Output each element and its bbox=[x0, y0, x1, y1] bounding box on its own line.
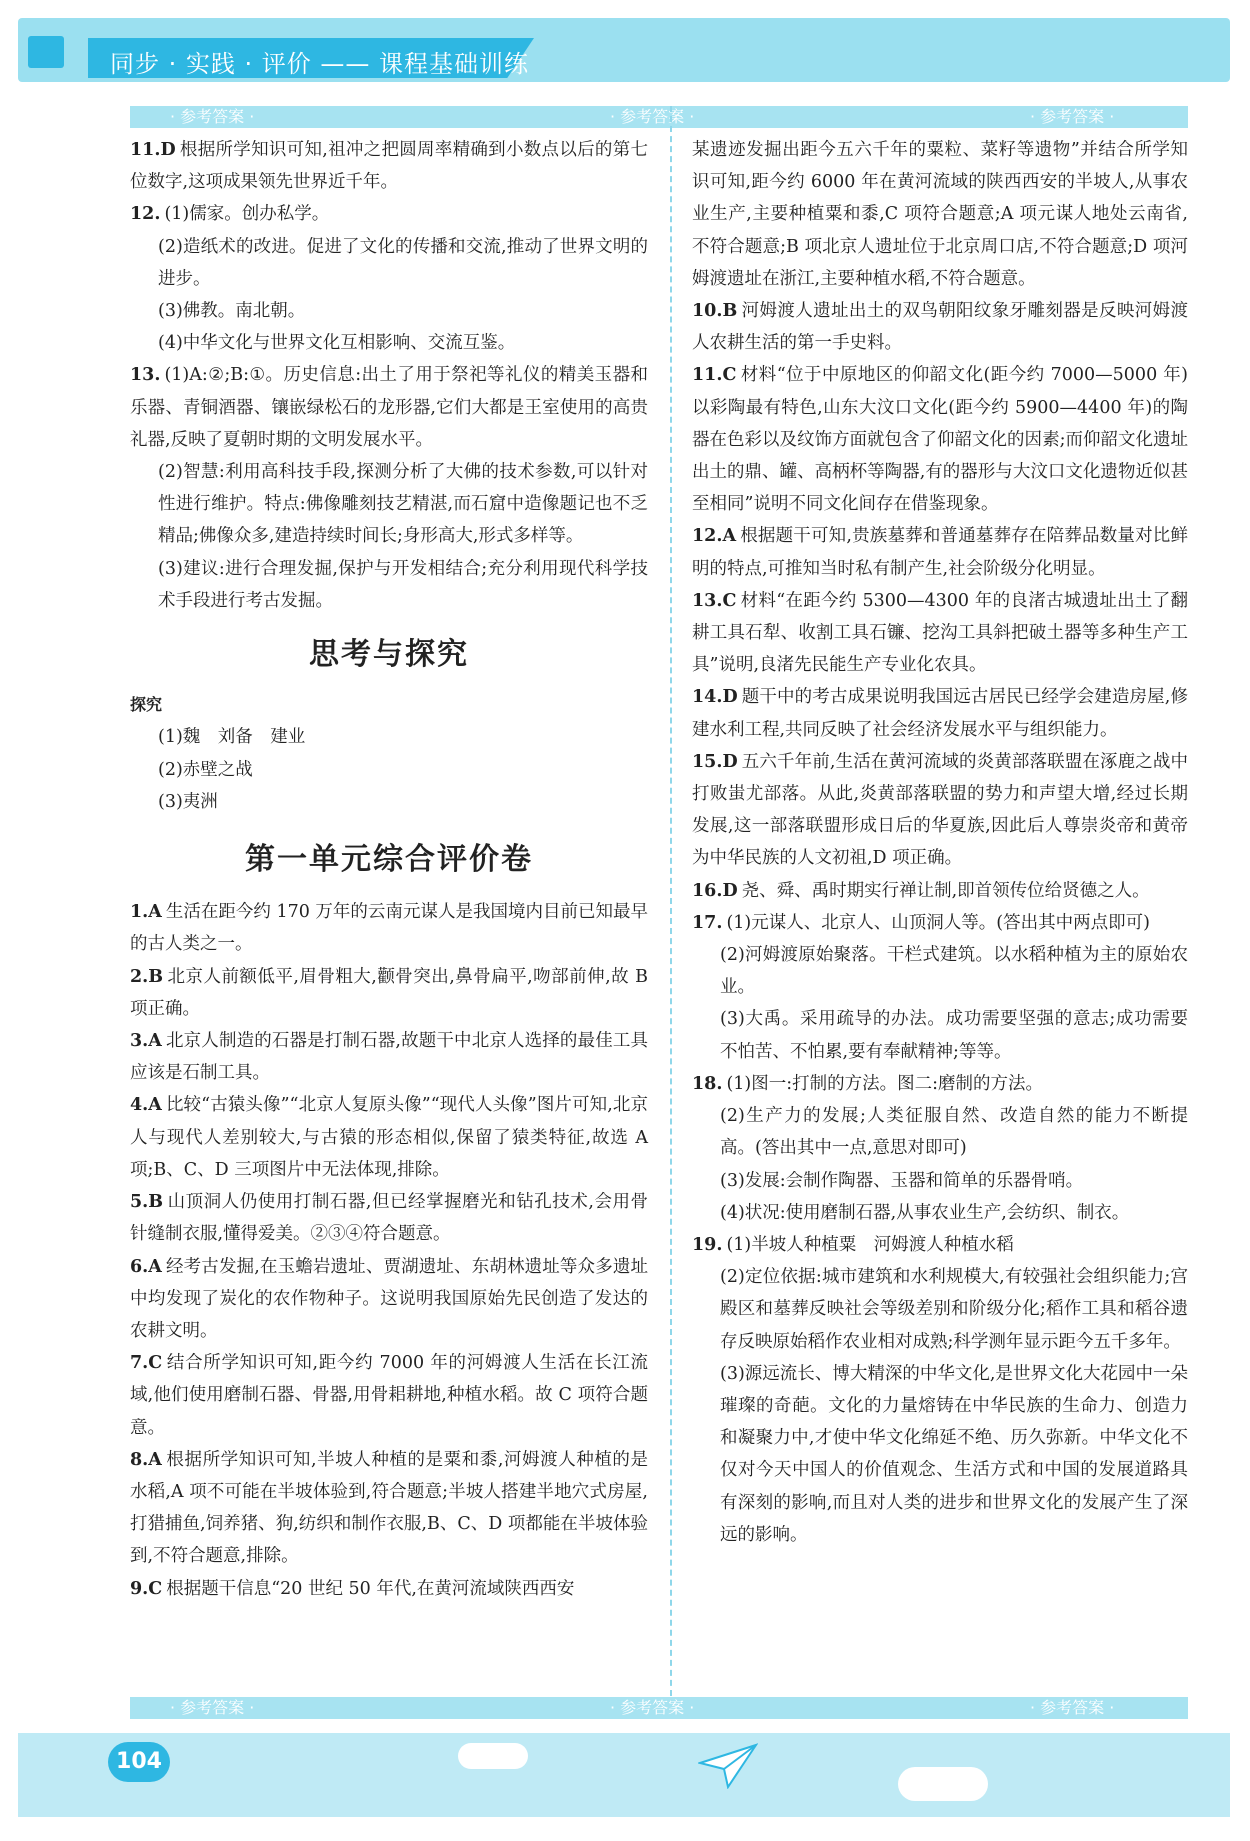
answer-text: (1)半坡人种植粟 河姆渡人种植水稻 bbox=[726, 1234, 1014, 1255]
answer-item bbox=[692, 1358, 1188, 1551]
answer-item bbox=[692, 520, 1188, 584]
answer-number: 9.C bbox=[130, 1578, 163, 1599]
answer-number: 18. bbox=[692, 1073, 723, 1094]
cloud-decoration bbox=[458, 1743, 528, 1769]
answer-item bbox=[130, 1089, 648, 1186]
answer-text: 根据所学知识可知,半坡人种植的是粟和黍,河姆渡人种植的是水稻,A 项不可能在半坡体验到,符合题意;半坡人搭建半地穴式房屋,打猎捕鱼,饲养猪、狗,纺织和制作衣服,B、C、D 项都能在半坡体验到,不符合题意,排除。 bbox=[130, 1449, 648, 1567]
answer-item bbox=[130, 134, 648, 198]
answer-text: 根据所学知识可知,祖冲之把圆周率精确到小数点以后的第七位数字,这项成果领先世界近千年。 bbox=[130, 140, 648, 193]
answer-item bbox=[692, 1197, 1188, 1229]
header-title: 同步 · 实践 · 评价 —— 课程基础训练 bbox=[110, 50, 530, 78]
explore-list bbox=[130, 721, 648, 818]
answer-item bbox=[130, 295, 648, 327]
answer-text: 根据题干信息“20 世纪 50 年代,在黄河流域陕西西安 bbox=[166, 1578, 575, 1599]
cloud-decoration bbox=[898, 1767, 988, 1801]
answer-text: (3)发展:会制作陶器、玉器和简单的乐器骨哨。 bbox=[720, 1170, 1084, 1191]
answer-text: 某遗迹发掘出距今五六千年的粟粒、菜籽等遗物”并结合所学知识可知,距今约 6000 年在黄河流域的陕西西安的半坡人,从事农业生产,主要种植粟和黍,C 项符合题意;A 项元谋人地处云南省,不符合题意;B 项北京人遗址位于北京周口店,不符合题意;D 项河姆渡遗址在浙江,主要种植水稻,不符合题意。 bbox=[692, 140, 1188, 289]
answer-number: 1.A bbox=[130, 902, 162, 923]
answer-number: 2.B bbox=[130, 966, 164, 987]
answer-text: 山顶洞人仍使用打制石器,但已经掌握磨光和钻孔技术,会用骨针缝制衣服,懂得爱美。②③④符合题意。 bbox=[130, 1192, 648, 1245]
answer-item bbox=[692, 1003, 1188, 1067]
answer-item bbox=[130, 456, 648, 553]
answer-text: (1)图一:打制的方法。图二:磨制的方法。 bbox=[726, 1073, 1044, 1094]
answer-item bbox=[130, 1025, 648, 1089]
answer-text: (4)中华文化与世界文化互相影响、交流互鉴。 bbox=[158, 333, 516, 354]
answer-item bbox=[692, 134, 1188, 295]
answer-text: 题干中的考古成果说明我国远古居民已经学会建造房屋,修建水利工程,共同反映了社会经济发展水平与组织能力。 bbox=[692, 687, 1188, 740]
answer-item bbox=[692, 875, 1188, 907]
answer-number: 3.A bbox=[130, 1031, 162, 1052]
answer-item bbox=[130, 961, 648, 1025]
answer-number: 15.D bbox=[692, 751, 738, 772]
answer-text: (2)智慧:利用高科技手段,探测分析了大佛的技术参数,可以针对性进行维护。特点:佛像雕刻技艺精湛,而石窟中造像题记也不乏精品;佛像众多,建造持续时间长;身形高大,形式多样等。 bbox=[158, 462, 648, 547]
answer-number: 7.C bbox=[130, 1353, 163, 1374]
answer-text: 河姆渡人遗址出土的双鸟朝阳纹象牙雕刻器是反映河姆渡人农耕生活的第一手史料。 bbox=[692, 301, 1188, 354]
answer-text: (2)定位依据:城市建筑和水利规模大,有较强社会组织能力;宫殿区和墓葬反映社会等级差别和阶级分化;稻作工具和稻谷遗存反映原始稻作农业相对成熟;科学测年显示距今五千多年。 bbox=[720, 1267, 1188, 1352]
answer-number: 13. bbox=[130, 365, 161, 386]
answer-text: 结合所学知识可知,距今约 7000 年的河姆渡人生活在长江流域,他们使用磨制石器、骨器,用骨耜耕地,种植水稻。故 C 项符合题意。 bbox=[130, 1353, 648, 1438]
answer-text: (1)元谋人、北京人、山顶洞人等。(答出其中两点即可) bbox=[726, 912, 1150, 933]
answer-item bbox=[130, 1347, 648, 1444]
answer-text: (4)状况:使用磨制石器,从事农业生产,会纺织、制衣。 bbox=[720, 1202, 1130, 1223]
answer-number: 11.D bbox=[130, 140, 176, 160]
answer-label: · 参考答案 · bbox=[610, 1698, 695, 1717]
answer-number: 11.C bbox=[692, 365, 737, 386]
paper-plane-icon bbox=[698, 1743, 758, 1789]
answer-item bbox=[130, 327, 648, 359]
answer-number: 19. bbox=[692, 1234, 723, 1255]
right-column bbox=[692, 134, 1188, 1551]
answer-text: 尧、舜、禹时期实行禅让制,即首领传位给贤德之人。 bbox=[741, 880, 1150, 901]
answer-text: (1)儒家。创办私学。 bbox=[164, 204, 330, 225]
answer-item bbox=[692, 1229, 1188, 1261]
explore-item: (1)魏 刘备 建业 bbox=[158, 727, 306, 748]
unit-test-answer-list bbox=[130, 896, 648, 1604]
answer-number: 17. bbox=[692, 912, 723, 933]
answer-item bbox=[130, 198, 648, 230]
answer-bar-bottom bbox=[130, 1697, 1188, 1719]
answer-label: · 参考答案 · bbox=[610, 107, 695, 126]
answer-text: (3)建议:进行合理发掘,保护与开发相结合;充分利用现代科学技术手段进行考古发掘。 bbox=[158, 558, 648, 611]
answer-text: (2)生产力的发展;人类征服自然、改造自然的能力不断提高。(答出其中一点,意思对即可) bbox=[720, 1106, 1188, 1159]
page-number: 104 bbox=[108, 1742, 170, 1782]
answer-item bbox=[130, 553, 648, 617]
section-title-unit-test: 第一单元综合评价卷 bbox=[245, 842, 533, 878]
right-answer-list bbox=[692, 134, 1188, 1551]
answer-text: 经考古发掘,在玉蟾岩遗址、贾湖遗址、东胡林遗址等众多遗址中均发现了炭化的农作物种子。这说明我国原始先民创造了发达的农耕文明。 bbox=[130, 1256, 648, 1341]
answer-text: 五六千年前,生活在黄河流域的炎黄部落联盟在涿鹿之战中打败蚩尤部落。从此,炎黄部落联盟的势力和声望大增,经过长期发展,这一部落联盟形成日后的华夏族,因此后人尊崇炎帝和黄帝为中华民族的人文初祖,D 项正确。 bbox=[692, 751, 1188, 869]
answer-item bbox=[692, 1165, 1188, 1197]
answer-text: 北京人制造的石器是打制石器,故题干中北京人选择的最佳工具应该是石制工具。 bbox=[130, 1031, 648, 1084]
answer-item bbox=[130, 1444, 648, 1573]
answer-item bbox=[692, 585, 1188, 682]
footer-band bbox=[18, 1733, 1230, 1817]
answer-item bbox=[692, 359, 1188, 520]
answer-item bbox=[692, 1261, 1188, 1358]
left-column bbox=[130, 134, 648, 1605]
header-band bbox=[18, 18, 1230, 82]
answer-item bbox=[692, 939, 1188, 1003]
answer-item bbox=[130, 896, 648, 960]
answer-number: 6.A bbox=[130, 1256, 162, 1277]
answer-item bbox=[692, 1068, 1188, 1100]
answer-number: 12. bbox=[130, 204, 161, 225]
answer-item bbox=[692, 907, 1188, 939]
column-divider bbox=[670, 106, 672, 1716]
answer-label: · 参考答案 · bbox=[170, 1698, 255, 1717]
answer-text: (3)大禹。采用疏导的办法。成功需要坚强的意志;成功需要不怕苦、不怕累,要有奉献精神;等等。 bbox=[720, 1009, 1188, 1062]
answer-text: 材料“在距今约 5300—4300 年的良渚古城遗址出土了翻耕工具石犁、收割工具石镰、挖沟工具斜把破土器等多种生产工具”说明,良渚先民能生产专业化农具。 bbox=[692, 590, 1188, 676]
answer-number: 16.D bbox=[692, 880, 738, 901]
answer-label: · 参考答案 · bbox=[1030, 107, 1115, 126]
explore-heading: 探究 bbox=[130, 695, 163, 715]
answer-item bbox=[692, 746, 1188, 875]
answer-item bbox=[130, 231, 648, 295]
header-tab-decoration bbox=[28, 36, 64, 68]
answer-item bbox=[130, 1186, 648, 1250]
answer-text: (2)河姆渡原始聚落。干栏式建筑。以水稻种植为主的原始农业。 bbox=[720, 945, 1188, 998]
explore-item: (2)赤壁之战 bbox=[158, 759, 253, 780]
answer-item bbox=[692, 681, 1188, 745]
answer-number: 10.B bbox=[692, 301, 738, 322]
answer-number: 14.D bbox=[692, 687, 738, 708]
explore-item: (3)夷洲 bbox=[158, 791, 218, 812]
answer-number: 5.B bbox=[130, 1192, 164, 1213]
answer-item bbox=[130, 1573, 648, 1605]
answer-number: 12.A bbox=[692, 526, 737, 547]
answer-text: (2)造纸术的改进。促进了文化的传播和交流,推动了世界文明的进步。 bbox=[158, 236, 648, 289]
answer-text: (3)佛教。南北朝。 bbox=[158, 301, 306, 322]
answer-text: 北京人前额低平,眉骨粗大,颧骨突出,鼻骨扁平,吻部前伸,故 B 项正确。 bbox=[130, 966, 648, 1019]
answer-label: · 参考答案 · bbox=[1030, 1698, 1115, 1717]
answer-item bbox=[130, 359, 648, 456]
answer-number: 13.C bbox=[692, 590, 737, 611]
answer-item bbox=[130, 1251, 648, 1348]
answer-number: 8.A bbox=[130, 1449, 162, 1470]
answer-text: (1)A:②;B:①。历史信息:出土了用于祭祀等礼仪的精美玉器和乐器、青铜酒器、镶嵌绿松石的龙形器,它们大都是王室使用的高贵礼器,反映了夏朝时期的文明发展水平。 bbox=[130, 365, 648, 450]
answer-label: · 参考答案 · bbox=[170, 107, 255, 126]
answer-item bbox=[692, 295, 1188, 359]
answer-text: 比较“古猿头像”“北京人复原头像”“现代人头像”图片可知,北京人与现代人差别较大,与古猿的形态相似,保留了猿类特征,故选 A 项;B、C、D 三项图片中无法体现,排除。 bbox=[130, 1095, 648, 1180]
answer-text: 根据题干可知,贵族墓葬和普通墓葬存在陪葬品数量对比鲜明的特点,可推知当时私有制产生,社会阶级分化明显。 bbox=[692, 526, 1188, 579]
answer-text: 材料“位于中原地区的仰韶文化(距今约 7000—5000 年)以彩陶最有特色,山东大汶口文化(距今约 5900—4400 年)的陶器在色彩以及纹饰方面就包含了仰韶文化的因素;而仰韶文化遗址出土的鼎、罐、高柄杯等陶器,有的器形与大汶口文化遗物近似甚至相同”说明不同文化间存在借鉴现象。 bbox=[692, 365, 1188, 515]
answer-item bbox=[692, 1100, 1188, 1164]
answer-text: (3)源远流长、博大精深的中华文化,是世界文化大花园中一朵璀璨的奇葩。文化的力量熔铸在中华民族的生命力、创造力和凝聚力中,才使中华文化绵延不绝、历久弥新。中华文化不仅对今天中国人的价值观念、生活方式和中国的发展道路具有深刻的影响,而且对人类的进步和世界文化的发展产生了深远的影响。 bbox=[720, 1363, 1188, 1545]
section-title-thinking: 思考与探究 bbox=[309, 637, 469, 673]
answer-text: 生活在距今约 170 万年的云南元谋人是我国境内目前已知最早的古人类之一。 bbox=[130, 902, 648, 955]
answer-bar-top bbox=[130, 106, 1188, 128]
left-answer-list bbox=[130, 134, 648, 617]
answer-number: 4.A bbox=[130, 1095, 162, 1116]
